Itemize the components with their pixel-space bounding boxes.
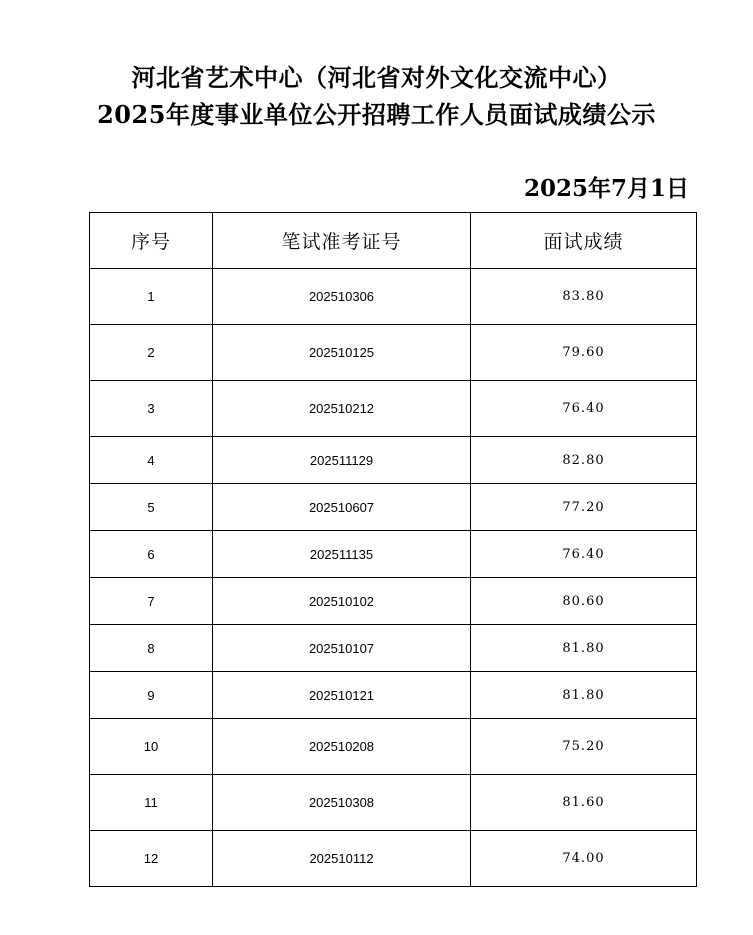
row-score: 76.40 bbox=[471, 381, 697, 437]
row-score: 75.20 bbox=[471, 719, 697, 775]
row-score: 83.80 bbox=[471, 269, 697, 325]
header-index: 序号 bbox=[90, 213, 213, 269]
row-score: 79.60 bbox=[471, 325, 697, 381]
row-index: 1 bbox=[90, 269, 213, 325]
row-exam-id: 202510306 bbox=[213, 269, 471, 325]
table-row bbox=[90, 719, 697, 775]
table-row bbox=[90, 325, 697, 381]
row-index: 12 bbox=[90, 831, 213, 887]
publish-date: 2025年7月1日 bbox=[523, 175, 689, 202]
table-row bbox=[90, 531, 697, 578]
row-index: 10 bbox=[90, 719, 213, 775]
row-exam-id: 202510607 bbox=[213, 484, 471, 531]
row-score: 82.80 bbox=[471, 437, 697, 484]
row-score: 77.20 bbox=[471, 484, 697, 531]
row-index: 4 bbox=[90, 437, 213, 484]
document-title-line1: 河北省艺术中心（河北省对外文化交流中心） bbox=[131, 63, 622, 92]
row-index: 7 bbox=[90, 578, 213, 625]
row-exam-id: 202510308 bbox=[213, 775, 471, 831]
table-header-row bbox=[90, 213, 697, 269]
row-exam-id: 202511135 bbox=[213, 531, 471, 578]
row-score: 81.60 bbox=[471, 775, 697, 831]
table-row bbox=[90, 578, 697, 625]
row-score: 76.40 bbox=[471, 531, 697, 578]
row-exam-id: 202510125 bbox=[213, 325, 471, 381]
header-exam-id: 笔试准考证号 bbox=[213, 213, 471, 269]
table-row bbox=[90, 775, 697, 831]
row-index: 3 bbox=[90, 381, 213, 437]
row-index: 2 bbox=[90, 325, 213, 381]
row-exam-id: 202510112 bbox=[213, 831, 471, 887]
row-score: 74.00 bbox=[471, 831, 697, 887]
table-row bbox=[90, 269, 697, 325]
row-index: 6 bbox=[90, 531, 213, 578]
row-index: 8 bbox=[90, 625, 213, 672]
table-row bbox=[90, 437, 697, 484]
table-row bbox=[90, 484, 697, 531]
header-interview-score: 面试成绩 bbox=[471, 213, 697, 269]
table-row bbox=[90, 831, 697, 887]
row-exam-id: 202510212 bbox=[213, 381, 471, 437]
row-score: 81.80 bbox=[471, 672, 697, 719]
table-row bbox=[90, 672, 697, 719]
row-exam-id: 202510107 bbox=[213, 625, 471, 672]
row-exam-id: 202510208 bbox=[213, 719, 471, 775]
table-row bbox=[90, 381, 697, 437]
document-title-line2: 2025年度事业单位公开招聘工作人员面试成绩公示 bbox=[97, 100, 656, 129]
table-row bbox=[90, 625, 697, 672]
row-exam-id: 202510102 bbox=[213, 578, 471, 625]
row-exam-id: 202510121 bbox=[213, 672, 471, 719]
row-index: 11 bbox=[90, 775, 213, 831]
row-score: 80.60 bbox=[471, 578, 697, 625]
row-index: 5 bbox=[90, 484, 213, 531]
row-exam-id: 202511129 bbox=[213, 437, 471, 484]
row-score: 81.80 bbox=[471, 625, 697, 672]
score-table bbox=[89, 212, 697, 887]
row-index: 9 bbox=[90, 672, 213, 719]
